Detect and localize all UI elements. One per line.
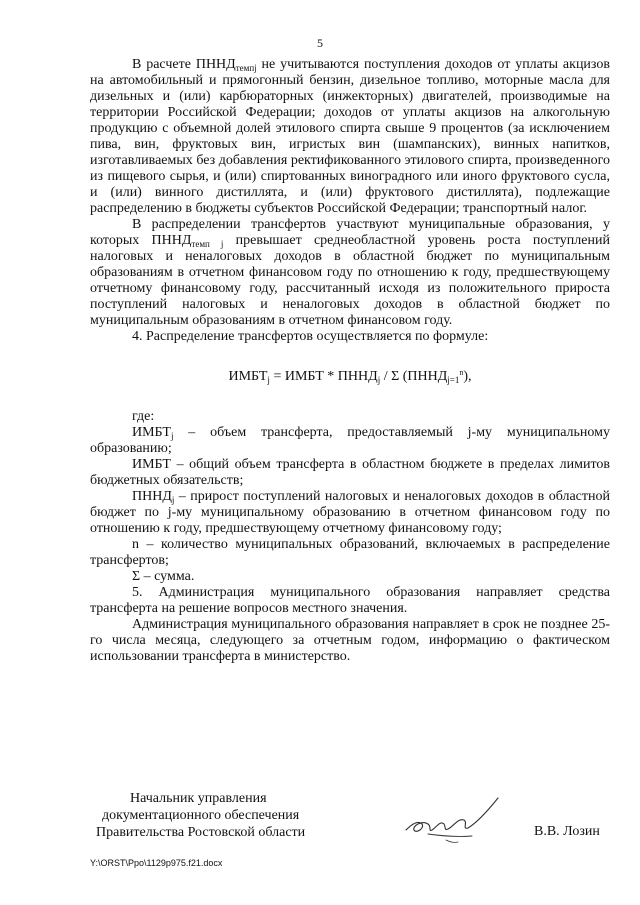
signature-title-line-1: Начальник управления	[130, 791, 267, 806]
page-number: 5	[317, 36, 323, 50]
definition-imbt-j: $ИМБТ_j$ – объем трансферта, предоставляемый j-му муниципальному образованию;	[90, 425, 610, 456]
paragraph-funds-direction: 5. Администрация муниципального образования направляет средства трансферта на решение вопросов местного значения.	[90, 585, 610, 616]
definition-imbt: ИМБТ – общий объем трансферта в областном бюджете в пределах лимитов бюджетных обязательств;	[90, 457, 610, 488]
distribution-formula: $ИМБТ_j$ = ИМБТ * $ПННД_j$ / Σ $(ПННД_{j=1}^n)$,	[228, 368, 472, 385]
where-label: где:	[132, 409, 155, 424]
signature-title-line-2: документационного обеспечения	[102, 808, 300, 823]
signature-title-block	[96, 790, 305, 841]
paragraph-excise-exclusions: В расчете $ПННД_{темпj}$ не учитываются поступления доходов от уплаты акцизов на автомобильный и прямогонный бензин, дизельное топливо, моторные масла для дизельных и (или) карбюраторных (инжекторных) двигателей, производимые на территории Российской Федерации; доходов от уплаты акцизов на алкогольную продукцию с объемной долей этилового спирта свыше 9 процентов (за исключением пива, вин, фруктовых вин, игристых вин (шампанских), винных напитков, изготавливаемых без добавления ректификованного этилового спирта, произведенного из пищевого сырья, и (или) спиртованных виноградного или иного фруктового сусла, и (или) винного дистиллята, и (или) фруктового дистиллята), подлежащие распределению в бюджеты субъектов Российской Федерации; транспортный налог.	[90, 57, 610, 216]
handwritten-signature	[398, 790, 518, 850]
signature-title-line-3: Правительства Ростовской области	[96, 825, 306, 840]
signer-name: В.В. Лозин	[534, 824, 600, 839]
definition-pnnd-j: $ПННД_j$ – прирост поступлений налоговых и неналоговых доходов в областной бюджет по j-му муниципальному образованию в отчетном финансовом году по отношению к году, предшествующему отчетному финансовому году;	[90, 489, 610, 536]
paragraph-distribution-formula-intro: 4. Распределение трансфертов осуществляется по формуле:	[132, 329, 489, 344]
file-path-footer: Y:\ORST\Ppo\1129p975.f21.docx	[90, 858, 223, 868]
paragraph-participation: В распределении трансфертов участвуют муниципальные образования, у которых $ПННД_{темп j}$ превышает среднеобластной уровень роста поступлений налоговых и неналоговых доходов в областной бюджет по муниципальным образованиям в отчетном финансовом году по отношению к году, предшествующему отчетному финансовому году, рассчитанный исходя из положительного прироста поступлений налоговых и неналоговых доходов в областной бюджет по муниципальным образованиям в отчетном финансовом году.	[90, 217, 610, 328]
document-body	[90, 57, 610, 665]
definition-sigma: Σ – сумма.	[132, 569, 195, 584]
paragraph-reporting-deadline: Администрация муниципального образования направляет в срок не позднее 25-го числа месяца, следующего за отчетным годом, информацию о фактическом использовании трансферта в министерство.	[90, 617, 610, 664]
definition-n: n – количество муниципальных образований, включаемых в распределение трансфертов;	[90, 537, 610, 568]
